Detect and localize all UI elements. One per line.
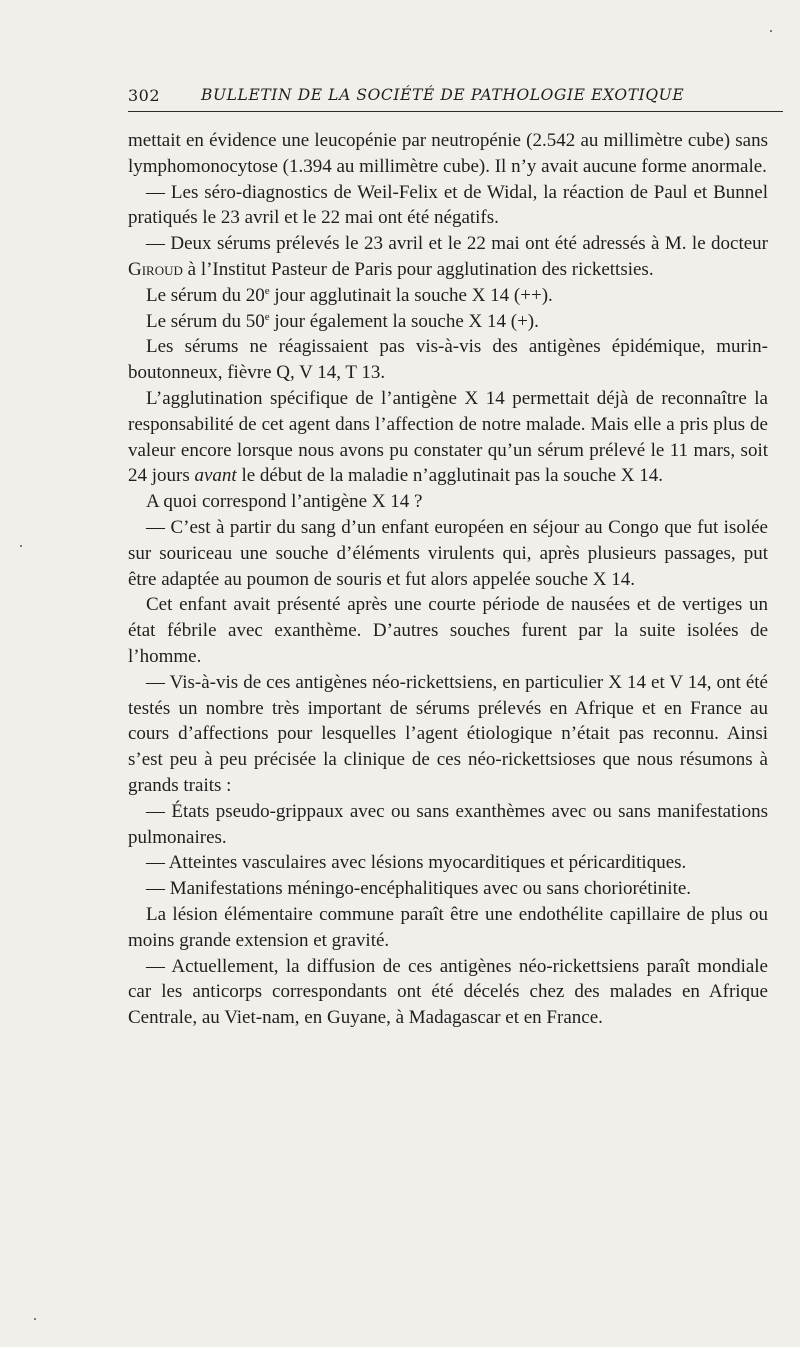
paragraph: — États pseudo-grippaux avec ou sans exanthèmes avec ou sans manifestations pulmonaires.	[128, 800, 768, 848]
paragraph: A quoi correspond l’antigène X 14 ?	[146, 491, 423, 513]
paragraph: — Vis-à-vis de ces antigènes néo-rickettsiens, en particulier X 14 et V 14, ont été testés un nombre très important de sérums prélevés en Afrique et en France au cours d’affections pour lesquelles l’agent étiologique n’était pas reconnu. Ainsi s’est peu à peu précisée la clinique de ces néo-rickettsioses que nous résumons à grands traits :	[128, 671, 768, 796]
paragraph: — Actuellement, la diffusion de ces antigènes néo-rickettsiens paraît mondiale car les anticorps correspondants ont été décelés chez des malades en Afrique Centrale, au Viet-nam, en Guyane, à Madagascar et en France.	[128, 955, 768, 1029]
emphasis: avant	[194, 465, 237, 487]
paragraph: L’agglutination spécifique de l’antigène X 14 permettait déjà de reconnaître la responsabilité de cet agent dans l’affection de notre malade. Mais elle a pris plus de valeur encore lorsque nous avons pu constater qu’un sérum prélevé le 11 mars, soit 24 jours avant le début de la maladie n’agglutinait pas la souche X 14.	[128, 387, 768, 487]
author-name: Giroud	[128, 258, 183, 280]
running-title: BULLETIN DE LA SOCIÉTÉ DE PATHOLOGIE EXOTIQUE	[201, 86, 685, 104]
paragraph: Le sérum du 20e jour agglutinait la souche X 14 (++).	[146, 284, 553, 306]
paragraph: — Atteintes vasculaires avec lésions myocarditiques et péricarditiques.	[146, 852, 687, 874]
superscript: e	[264, 284, 270, 297]
article-body	[128, 128, 768, 1031]
paragraph: — Manifestations méningo-encéphalitiques avec ou sans choriorétinite.	[146, 878, 692, 900]
paragraph: — Deux sérums prélevés le 23 avril et le 22 mai ont été adressés à M. le docteur Giroud à l’Institut Pasteur de Paris pour agglutination des rickettsies.	[128, 233, 768, 280]
paragraph: — Les séro-diagnostics de Weil-Felix et de Widal, la réaction de Paul et Bunnel pratiqués le 23 avril et le 22 mai ont été négatifs.	[128, 181, 768, 229]
superscript: e	[264, 310, 270, 323]
paragraph: — C’est à partir du sang d’un enfant européen en séjour au Congo que fut isolée sur souriceau une souche d’éléments virulents qui, après plusieurs passages, put être adaptée au poumon de souris et fut alors appelée souche X 14.	[128, 516, 768, 590]
paragraph: Le sérum du 50e jour également la souche X 14 (+).	[146, 310, 539, 332]
paragraph: La lésion élémentaire commune paraît être une endothélite capillaire de plus ou moins grande extension et gravité.	[128, 903, 768, 951]
paper-speck	[20, 545, 22, 547]
paragraph: mettait en évidence une leucopénie par neutropénie (2.542 au millimètre cube) sans lymphomonocytose (1.394 au millimètre cube). Il n’y avait aucune forme anormale.	[128, 130, 768, 177]
paper-speck	[34, 1318, 36, 1320]
paragraph: Cet enfant avait présenté après une courte période de nausées et de vertiges un état fébrile avec exanthème. D’autres souches furent par la suite isolées de l’homme.	[128, 594, 768, 667]
page-header	[128, 86, 783, 112]
paragraph: Les sérums ne réagissaient pas vis-à-vis des antigènes épidémique, murin-boutonneux, fièvre Q, V 14, T 13.	[128, 336, 768, 384]
header-rule	[128, 111, 783, 112]
paper-speck	[770, 30, 772, 32]
page-number: 302	[128, 86, 161, 105]
